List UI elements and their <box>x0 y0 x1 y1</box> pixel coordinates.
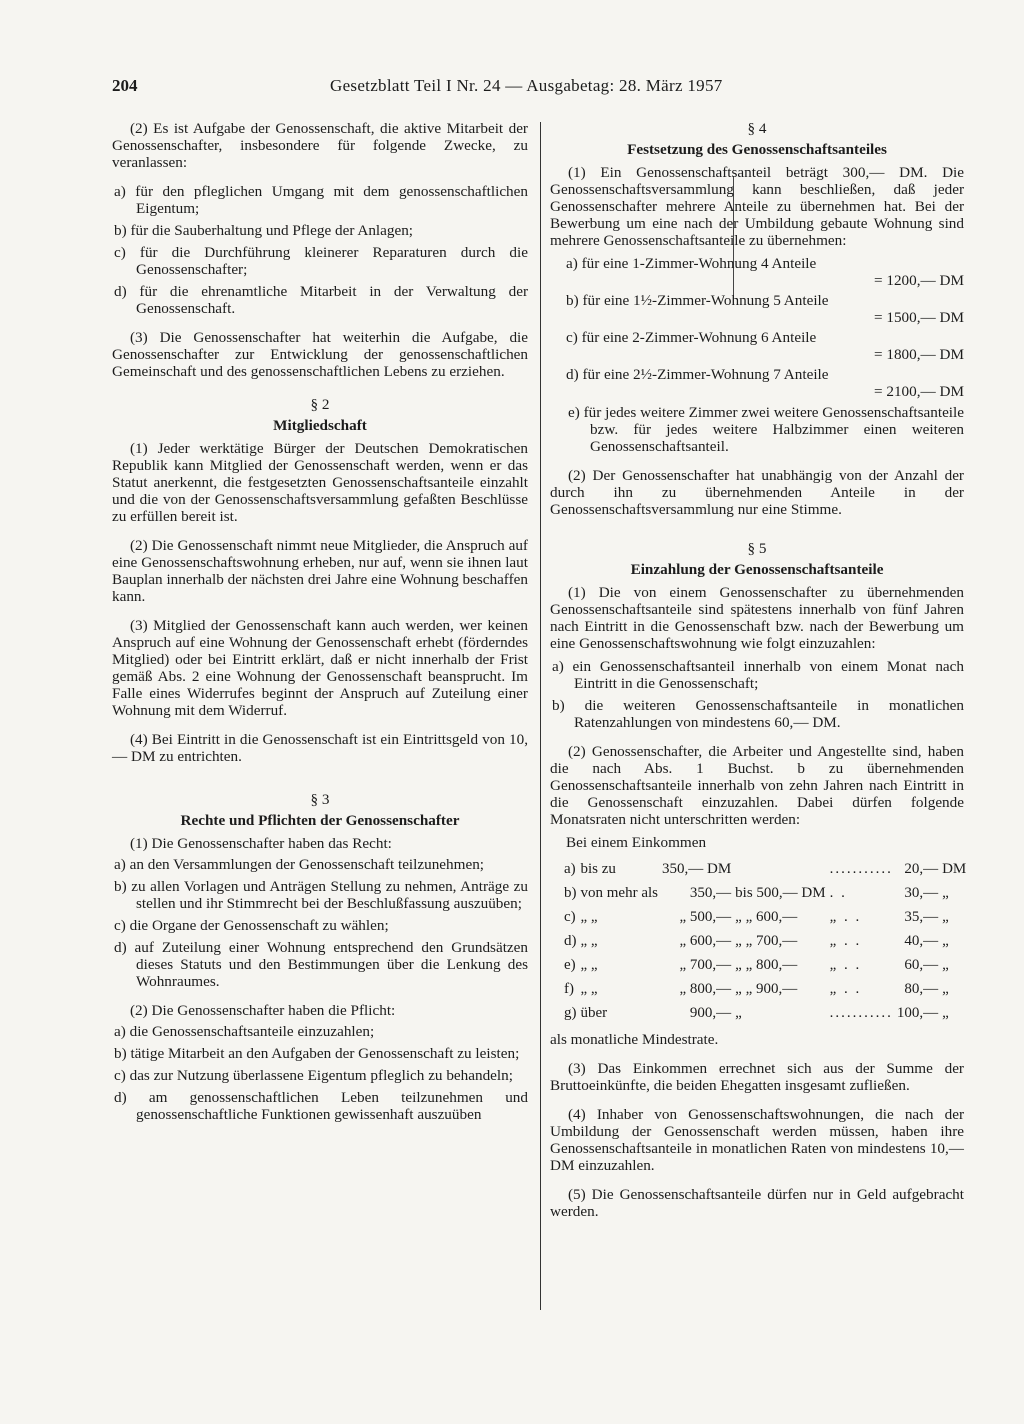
rate-cell-dots: „ . . <box>829 956 862 973</box>
list-item: d) auf Zuteilung einer Wohnung entsprechend den Grundsätzen dieses Statuts und den Bestimmungen über die Lenkung des Wohnraumes. <box>114 939 528 990</box>
share-item: a) für eine 1-Zimmer-Wohnung 4 Anteile = 1200,— DM <box>566 255 964 289</box>
rate-cell-lbl: b) <box>564 884 577 901</box>
list-duties <box>112 1023 528 1123</box>
list-rights <box>112 856 528 990</box>
rate-cell-a: 900,— <box>689 1004 732 1021</box>
para-5-4: (4) Inhaber von Genossenschaftswohnungen, die nach der Umbildung der Genossenschaft werden müssen, haben ihre Genossenschaftsanteile in monatlichen Raten von mindestens 10,— DM einzuzahlen. <box>550 1106 964 1174</box>
rate-cell-dots: „ . . <box>829 908 862 925</box>
rate-cell-a: „ 600,— <box>679 932 732 949</box>
rate-cell-to: „ „ 600,— <box>735 908 798 925</box>
list-item: a) ein Genossenschaftsanteil innerhalb von einem Monat nach Eintritt in die Genossenschaft; <box>552 658 964 692</box>
rate-cell-amt: 60,— <box>904 956 939 973</box>
para-5-1: (1) Die von einem Genossenschafter zu übernehmenden Genossenschaftsanteile sind spätestens innerhalb von fünf Jahren nach Eintritt in die Genossenschaft bzw. nach der Bewerbung um eine Genossenschaftswohnung wie folgt einzuzahlen: <box>550 584 964 652</box>
column-divider <box>540 122 541 1310</box>
page-header <box>0 76 1024 106</box>
table-row <box>550 977 968 1001</box>
rate-cell-to: bis 500,— DM <box>735 884 826 901</box>
rate-cell-lbl: g) <box>564 1004 577 1021</box>
rate-cell-to <box>733 857 827 881</box>
rate-cell-to: „ <box>735 1004 742 1021</box>
para-5-5: (5) Die Genossenschaftsanteile dürfen nur in Geld aufgebracht werden. <box>550 1186 964 1220</box>
rate-cell-amt: 35,— <box>904 908 939 925</box>
section-5-number: § 5 <box>747 540 767 557</box>
rate-cell-from: „ „ <box>580 908 598 925</box>
rate-cell-amt: 30,— <box>904 884 939 901</box>
list-item: b) zu allen Vorlagen und Anträgen Stellung zu nehmen, Anträge zu stellen und ihr Stimmrecht bei der Beschlußfassung auszuüben; <box>114 878 528 912</box>
rate-cell-unit: „ <box>942 980 949 997</box>
share-list <box>550 255 964 400</box>
rate-cell-unit: „ <box>942 932 949 949</box>
share-item: b) für eine 1½-Zimmer-Wohnung 5 Anteile = 1500,— DM <box>566 292 964 326</box>
share-item: d) für eine 2½-Zimmer-Wohnung 7 Anteile = 2100,— DM <box>566 366 964 400</box>
list-purposes <box>112 183 528 317</box>
running-title: Gesetzblatt Teil I Nr. 24 — Ausgabetag: 28. März 1957 <box>330 76 723 95</box>
rate-cell-a: „ 500,— <box>679 908 732 925</box>
rate-cell-lbl: d) <box>564 932 577 949</box>
para-5-3: (3) Das Einkommen errechnet sich aus der Summe der Bruttoeinkünfte, die beiden Ehegatten insgesamt zufließen. <box>550 1060 964 1094</box>
rate-cell-a: 350,— DM <box>661 860 732 877</box>
rate-cell-dots: . . <box>829 884 847 901</box>
para-2-3: (3) Mitglied der Genossenschaft kann auch werden, wer keinen Anspruch auf eine Wohnung der Genossenschaft erhebt (förderndes Mitglied) oder bei Eintritt erklärt, daß er nicht innerhalb der Frist gemäß Abs. 2 eine Wohnung der Genossenschaft beansprucht. Im Falle eines Widerrufes beginnt der Anspruch auf Zuteilung einer Wohnung mit dem Widerruf. <box>112 617 528 719</box>
para-3-1: (1) Die Genossenschafter haben das Recht: <box>130 835 392 852</box>
section-3-number: § 3 <box>310 791 330 808</box>
rate-cell-to: „ „ 900,— <box>735 980 798 997</box>
right-column <box>550 120 967 1232</box>
para-4-1: (1) Ein Genossenschaftsanteil beträgt 300,— DM. Die Genossenschaftsversammlung kann beschließen, daß jeder Genossenschafter mehrere Anteile zu übernehmen hat. Bei der Bewerbung um eine nach der Umbildung gebaute Wohnung sind mehrere Genossenschaftsanteile zu übernehmen: <box>550 164 964 249</box>
list-payments <box>550 658 964 731</box>
rate-cell-unit: „ <box>942 1004 949 1021</box>
section-4-title: Festsetzung des Genossenschaftsanteiles <box>627 141 887 158</box>
rate-cell-lbl: e) <box>564 956 576 973</box>
list-item: b) für die Sauberhaltung und Pflege der Anlagen; <box>114 222 414 239</box>
para-3-2: (2) Die Genossenschafter haben die Pflicht: <box>130 1002 396 1019</box>
list-item: a) an den Versammlungen der Genossenschaft teilzunehmen; <box>114 856 485 873</box>
list-item: a) die Genossenschaftsanteile einzuzahlen; <box>114 1023 375 1040</box>
section-3-title: Rechte und Pflichten der Genossenschafter <box>180 812 460 829</box>
table-row <box>550 953 968 977</box>
rate-cell-amt: 40,— <box>904 932 939 949</box>
table-row <box>550 1001 968 1025</box>
list-item: a) für den pfleglichen Umgang mit dem genossenschaftlichen Eigentum; <box>114 183 528 217</box>
para-2-4: (4) Bei Eintritt in die Genossenschaft ist ein Eintrittsgeld von 10,— DM zu entrichten. <box>112 731 528 765</box>
para-2-1: (1) Jeder werktätige Bürger der Deutschen Demokratischen Republik kann Mitglied der Genossenschaft werden, wenn er das Statut anerkennt, die festgesetzten Genossenschaftsanteile einzahlt und die von der Genossenschaftsversammlung gefaßten Beschlüsse zu erfüllen bereit ist. <box>112 440 528 525</box>
table-row <box>550 857 968 881</box>
para-5-2: (2) Genossenschafter, die Arbeiter und Angestellte sind, haben die nach Abs. 1 Buchst. b zu übernehmenden Genossenschaftsanteile innerhalb von zehn Jahren nach Eintritt in die Genossenschaft einzuzahlen. Dabei dürfen folgende Monatsraten nicht unterschritten werden: <box>550 743 964 828</box>
rates-table <box>550 857 968 1025</box>
para-1-2: (2) Es ist Aufgabe der Genossenschaft, die aktive Mitarbeit der Genossenschafter, insbesondere für folgende Zwecke, zu veranlassen: <box>112 120 528 171</box>
rate-cell-lbl: c) <box>564 908 576 925</box>
table-row <box>550 929 968 953</box>
rate-cell-unit: DM <box>942 860 967 877</box>
rate-cell-amt: 100,— <box>896 1004 939 1021</box>
income-heading: Bei einem Einkommen <box>566 834 707 851</box>
income-footer: als monatliche Mindestrate. <box>550 1031 719 1048</box>
rate-cell-from: von mehr als <box>580 884 658 901</box>
rate-cell-from: über <box>580 1004 608 1021</box>
list-item: c) das zur Nutzung überlassene Eigentum pfleglich zu behandeln; <box>114 1067 513 1084</box>
para-1-3: (3) Die Genossenschafter hat weiterhin die Aufgabe, die Genossenschafter zur Entwicklung der genossenschaftlichen Gemeinschaft und des genossenschaftlichen Lebens zu erziehen. <box>112 329 528 380</box>
list-item: d) für die ehrenamtliche Mitarbeit in der Verwaltung der Genossenschaft. <box>114 283 528 317</box>
list-item: b) die weiteren Genossenschaftsanteile in monatlichen Ratenzahlungen von mindestens 60,— DM. <box>552 697 964 731</box>
list-item: c) die Organe der Genossenschaft zu wählen; <box>114 917 389 934</box>
list-item: d) am genossenschaftlichen Leben teilzunehmen und genossenschaftliche Funktionen gewissenhaft auszuüben <box>114 1089 528 1123</box>
table-row <box>550 881 968 905</box>
rate-cell-unit: „ <box>942 884 949 901</box>
list-item: b) tätige Mitarbeit an den Aufgaben der Genossenschaft zu leisten; <box>114 1045 520 1062</box>
rate-cell-dots: ........... <box>829 1004 893 1021</box>
rate-cell-dots: „ . . <box>829 932 862 949</box>
rate-cell-to: „ „ 800,— <box>735 956 798 973</box>
para-4-2: (2) Der Genossenschafter hat unabhängig von der Anzahl der durch ihn zu übernehmenden Anteile in der Genossenschaftsversammlung nur eine Stimme. <box>550 467 964 518</box>
rate-cell-unit: „ <box>942 908 949 925</box>
rate-cell-a: „ 800,— <box>679 980 732 997</box>
section-2-title: Mitgliedschaft <box>273 417 367 434</box>
section-5-title: Einzahlung der Genossenschaftsanteile <box>630 561 884 578</box>
rate-cell-from: bis zu <box>580 860 616 877</box>
rate-cell-lbl: a) <box>564 860 576 877</box>
rate-cell-amt: 20,— <box>904 860 939 877</box>
share-item: c) für eine 2-Zimmer-Wohnung 6 Anteile = 1800,— DM <box>566 329 964 363</box>
page-number: 204 <box>112 76 138 95</box>
rate-cell-a: „ 700,— <box>679 956 732 973</box>
rate-cell-from: „ „ <box>580 980 598 997</box>
rate-cell-amt: 80,— <box>904 980 939 997</box>
section-4-number: § 4 <box>747 120 767 137</box>
section-2-number: § 2 <box>310 396 330 413</box>
rate-cell-to: „ „ 700,— <box>735 932 798 949</box>
para-2-2: (2) Die Genossenschaft nimmt neue Mitglieder, die Anspruch auf eine Genossenschaftswohnung erheben, nur auf, wenn sie ihnen laut Bauplan innerhalb der nächsten drei Jahre eine Wohnung beschaffen kann. <box>112 537 528 605</box>
rate-cell-dots: ........... <box>829 860 893 877</box>
rate-cell-a: 350,— <box>689 884 732 901</box>
table-row <box>550 905 968 929</box>
rate-cell-unit: „ <box>942 956 949 973</box>
list-item: c) für die Durchführung kleinerer Reparaturen durch die Genossenschafter; <box>114 244 528 278</box>
rate-cell-from: „ „ <box>580 956 598 973</box>
share-item-e: e) für jedes weitere Zimmer zwei weitere Genossenschaftsanteile bzw. für jedes weitere Halbzimmer einen weiteren Genossenschaftsanteil. <box>568 404 964 455</box>
rate-cell-lbl: f) <box>564 980 574 997</box>
rate-cell-from: „ „ <box>580 932 598 949</box>
left-column <box>112 120 528 1135</box>
rate-cell-dots: „ . . <box>829 980 862 997</box>
